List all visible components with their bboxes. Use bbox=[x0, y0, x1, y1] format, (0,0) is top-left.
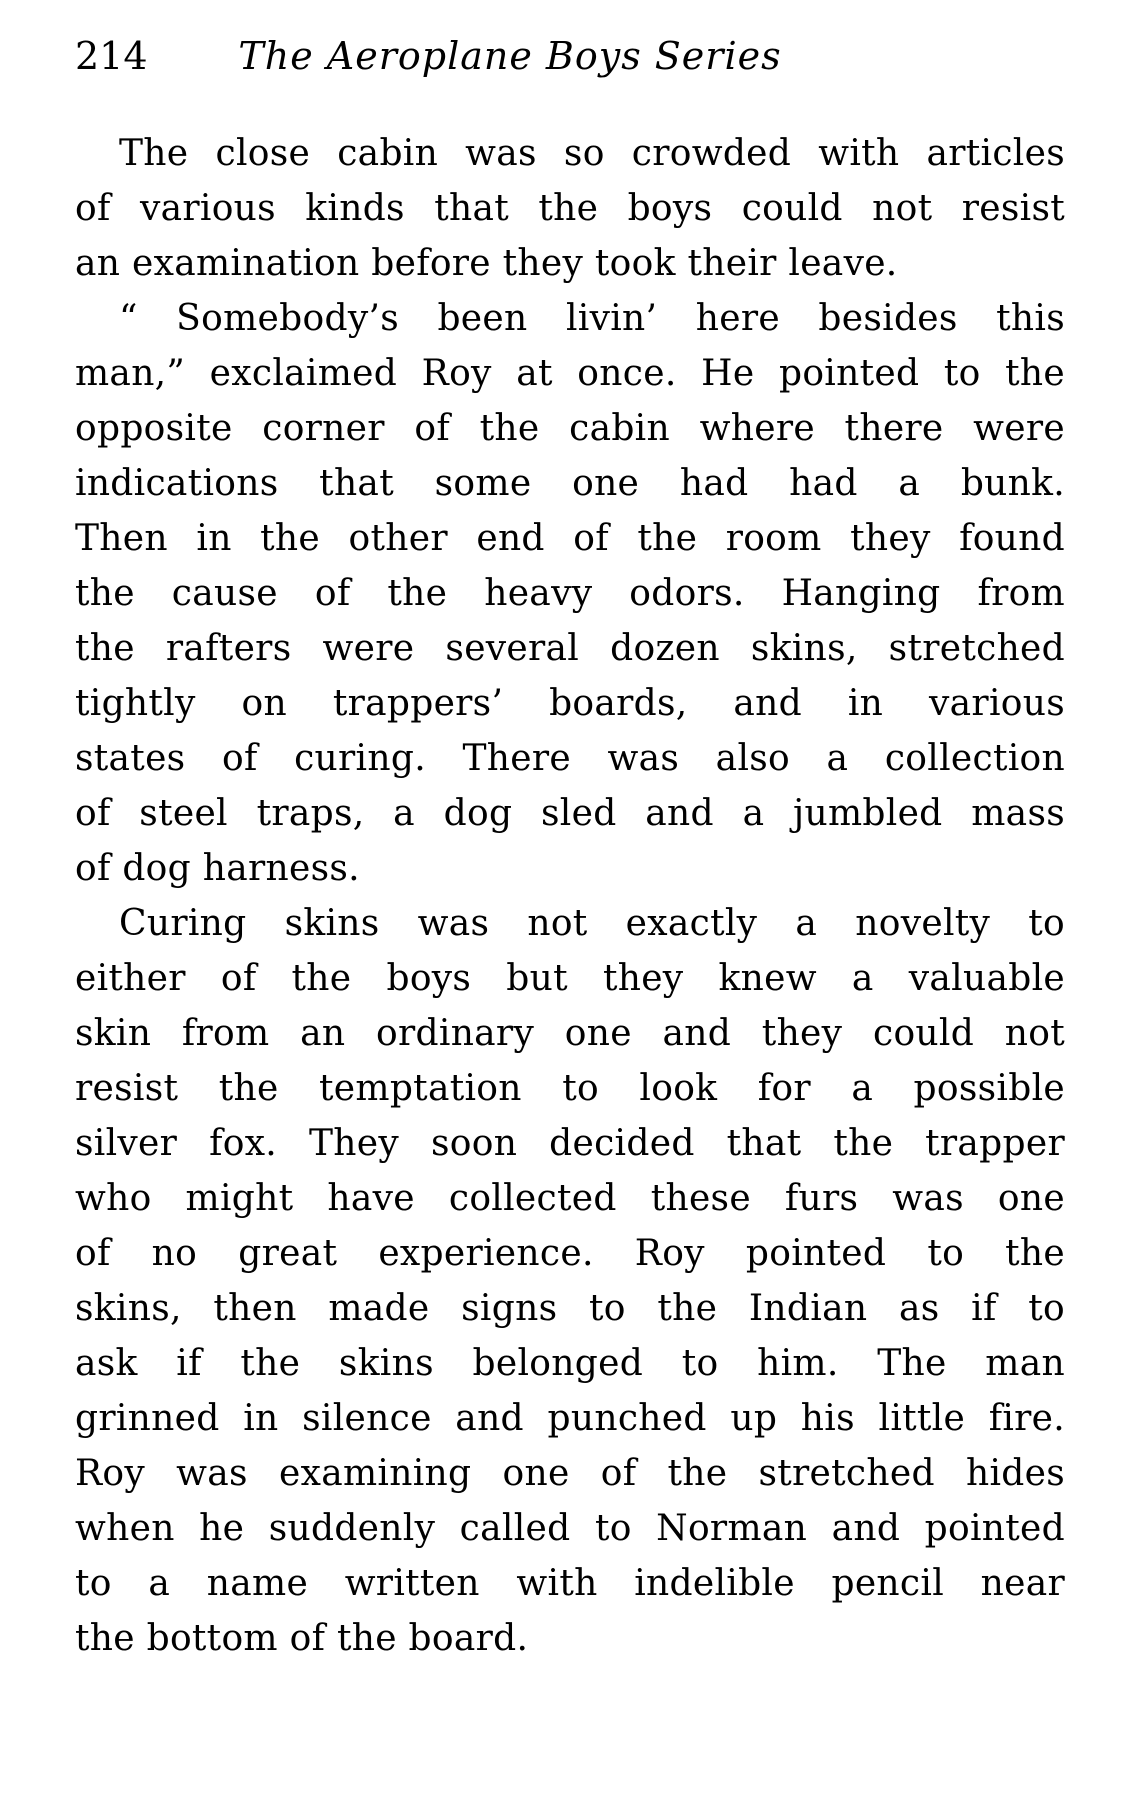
text-line: Roy was examining one of the stretched hides bbox=[75, 1453, 1065, 1494]
page-body bbox=[75, 126, 1065, 1666]
text-line: who might have collected these furs was one bbox=[75, 1178, 1065, 1219]
text-line: resist the temptation to look for a possible bbox=[75, 1068, 1065, 1109]
text-line: of steel traps, a dog sled and a jumbled mass bbox=[75, 793, 1065, 834]
text-line: skins, then made signs to the Indian as if to bbox=[75, 1288, 1065, 1329]
text-line: indications that some one had had a bunk. bbox=[75, 463, 1065, 504]
text-line: of various kinds that the boys could not resist bbox=[75, 188, 1065, 229]
text-line: Curing skins was not exactly a novelty to bbox=[119, 903, 1065, 944]
page-header bbox=[75, 28, 1065, 84]
text-line: an examination before they took their leave. bbox=[75, 243, 898, 284]
text-line: the cause of the heavy odors. Hanging from bbox=[75, 573, 1065, 614]
text-line: tightly on trappers’ boards, and in various bbox=[75, 683, 1065, 724]
text-line: The close cabin was so crowded with articles bbox=[119, 133, 1065, 174]
text-line: skin from an ordinary one and they could not bbox=[75, 1013, 1065, 1054]
text-line: of dog harness. bbox=[75, 848, 360, 889]
text-line: of no great experience. Roy pointed to the bbox=[75, 1233, 1065, 1274]
text-line: opposite corner of the cabin where there were bbox=[75, 408, 1065, 449]
text-line: to a name written with indelible pencil near bbox=[75, 1563, 1065, 1604]
text-line: when he suddenly called to Norman and pointed bbox=[75, 1508, 1065, 1549]
text-line: “ Somebody’s been livin’ here besides this bbox=[119, 298, 1065, 339]
text-line: man,” exclaimed Roy at once. He pointed to the bbox=[75, 353, 1065, 394]
text-line: states of curing. There was also a collection bbox=[75, 738, 1065, 779]
paragraph bbox=[75, 126, 1065, 291]
text-line: Then in the other end of the room they found bbox=[75, 518, 1065, 559]
page-number: 214 bbox=[75, 34, 148, 78]
text-line: either of the boys but they knew a valuable bbox=[75, 958, 1065, 999]
text-line: the bottom of the board. bbox=[75, 1618, 529, 1659]
paragraph bbox=[75, 291, 1065, 896]
running-title: The Aeroplane Boys Series bbox=[238, 34, 782, 78]
text-line: the rafters were several dozen skins, stretched bbox=[75, 628, 1065, 669]
text-line: silver fox. They soon decided that the trapper bbox=[75, 1123, 1065, 1164]
paragraph bbox=[75, 896, 1065, 1666]
text-line: grinned in silence and punched up his little fire. bbox=[75, 1398, 1065, 1439]
text-line: ask if the skins belonged to him. The man bbox=[75, 1343, 1065, 1384]
